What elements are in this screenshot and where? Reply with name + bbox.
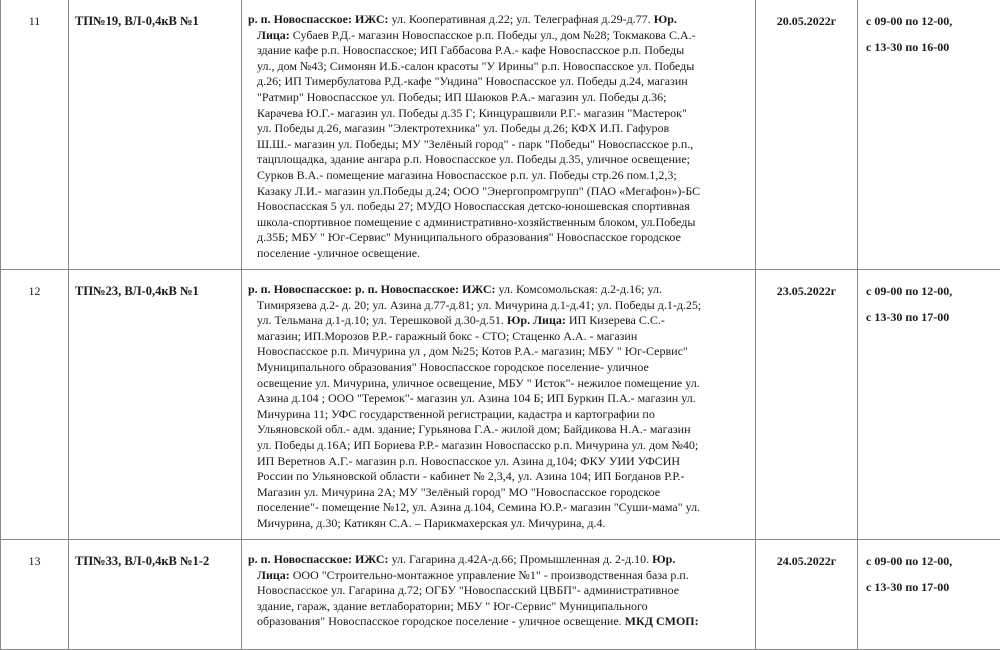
- consumer-text-line: Муниципального образования" Новоспасское городское поселение- уличное: [248, 360, 751, 376]
- table-row: [1, 540, 1000, 650]
- consumer-text-line: здание, гараж, здание ветлаборатории; МБУ " Юг-Сервис" Муниципального: [248, 599, 751, 615]
- table-row: [1, 0, 1000, 270]
- consumer-text-line: р. п. Новоспасское: р. п. Новоспасское: ИЖС: ул. Комсомольская: д.2-д.16; ул.: [248, 282, 751, 298]
- consumer-text-line: ИП Веретнов А.Г.- магазин р.п. Новоспасское ул. Азина д,104; ФКУ УИИ УФСИН: [248, 454, 751, 470]
- consumer-text-line: России по Ульяновской области - кабинет № 2,3,4, ул. Азина 104; ИП Богданов Р.Р.-: [248, 469, 751, 485]
- consumer-text-line: д.26; ИП Тимербулатова Р.Д.-кафе "Ундина" Новоспасское ул. Победы д.24, магазин: [248, 74, 751, 90]
- consumer-text-line: ул., дом №43; Симонян И.Б.-салон красоты "У Ирины" р.п. Новоспасское ул. Победы: [248, 59, 751, 75]
- row-number: 13: [1, 540, 69, 650]
- time-interval-afternoon: с 13-30 по 16-00: [866, 40, 1000, 55]
- consumer-text-line: Азина д.104 ; ООО "Теремок"- магазин ул. Азина 104 Б; ИП Буркин П.А.- магазин ул.: [248, 391, 751, 407]
- substation-line: ТП№19, ВЛ-0,4кВ №1: [69, 0, 242, 270]
- consumer-text-line: Лица: ООО "Строительно-монтажное управление №1" - производственная база р.п.: [248, 568, 751, 584]
- consumer-text-line: Карачева Ю.Г.- магазин ул. Победы д.35 Г; Кинцурашвили Р.Г.- магазин "Мастерок": [248, 106, 751, 122]
- consumer-text-line: ул. Победы д.26, магазин "Электротехника" ул. Победы д.26; КФХ И.П. Гафуров: [248, 121, 751, 137]
- outage-date: 24.05.2022г: [756, 540, 858, 650]
- table-row: [1, 270, 1000, 540]
- consumer-text-line: Лица: Субаев Р.Д.- магазин Новоспасское р.п. Победы ул., дом №28; Токмакова С.А.-: [248, 28, 751, 44]
- consumer-text-line: д.35Б; МБУ " Юг-Сервис" Муниципального образования" Новоспасское городское: [248, 230, 751, 246]
- consumer-text-line: Тимирязева д.2- д. 20; ул. Азина д.77-д.81; ул. Мичурина д.1-д.41; ул. Победы д.1-д.25;: [248, 298, 751, 314]
- affected-consumers: [242, 270, 756, 540]
- outage-time: [858, 0, 1000, 270]
- consumer-text-line: ул. Тельмана д.1-д.10; ул. Терешковой д.30-д.51. Юр. Лица: ИП Кизерева С.С.-: [248, 313, 751, 329]
- time-interval-morning: с 09-00 по 12-00,: [866, 554, 1000, 569]
- consumer-text-line: Магазин ул. Мичурина 2А; МУ "Зелёный город" МО "Новоспасское городское: [248, 485, 751, 501]
- consumer-text-line: Казаку Л.И.- магазин ул.Победы д.24; ООО "Энергопромгрупп" (ПАО «Мегафон»)-БС: [248, 184, 751, 200]
- consumer-text-line: Новоспасское ул. Гагарина д.72; ОГБУ "Новоспасский ЦВБП"- административное: [248, 583, 751, 599]
- outage-time: [858, 270, 1000, 540]
- affected-consumers: [242, 540, 756, 650]
- consumer-text-line: ул. Победы д.16А; ИП Бориева Р.Р.- магазин Новоспасско р.п. Мичурина ул. дом №40;: [248, 438, 751, 454]
- outage-date: 20.05.2022г: [756, 0, 858, 270]
- row-number: 11: [1, 0, 69, 270]
- consumer-text-line: Ш.Ш.- магазин ул. Победы; МУ "Зелёный город" - парк "Победы" Новоспасское р.п.,: [248, 137, 751, 153]
- outage-time: [858, 540, 1000, 650]
- consumer-text-line: Ульяновской обл.- адм. здание; Гурьянова Г.А.- жилой дом; Байдикова Н.А.- магазин: [248, 422, 751, 438]
- consumer-text-line: р. п. Новоспасское: ИЖС: ул. Кооперативная д.22; ул. Телеграфная д.29-д.77. Юр.: [248, 12, 751, 28]
- consumer-text-line: поселение -уличное освещение.: [248, 246, 751, 262]
- table-body: [1, 0, 1000, 650]
- time-interval-morning: с 09-00 по 12-00,: [866, 284, 1000, 299]
- consumer-text-line: тацплощадка, здание ангара р.п. Новоспасское ул. Победы д.35, уличное освещение;: [248, 152, 751, 168]
- affected-consumers: [242, 0, 756, 270]
- consumer-text-line: "Ратмир" Новоспасское ул. Победы; ИП Шаюков Р.А.- магазин ул. Победы д.36;: [248, 90, 751, 106]
- consumer-text-line: р. п. Новоспасское: ИЖС: ул. Гагарина д.42А-д.66; Промышленная д. 2-д.10. Юр.: [248, 552, 751, 568]
- consumer-text-line: поселение"- помещение №12, ул. Азина д.104, Семина Ю.Р.- магазин "Суши-мама" ул.: [248, 500, 751, 516]
- consumer-text-line: освещение ул. Мичурина, уличное освещение, МБУ " Исток"- нежилое помещение ул.: [248, 376, 751, 392]
- outage-date: 23.05.2022г: [756, 270, 858, 540]
- consumer-text-line: Сурков В.А.- помещение магазина Новоспасское р.п. ул. Победы стр.26 пом.1,2,3;: [248, 168, 751, 184]
- consumer-text-line: школа-спортивное помещение с административно-хозяйственным блоком, ул.Победы: [248, 215, 751, 231]
- time-interval-morning: с 09-00 по 12-00,: [866, 14, 1000, 29]
- substation-line: ТП№33, ВЛ-0,4кВ №1-2: [69, 540, 242, 650]
- substation-line: ТП№23, ВЛ-0,4кВ №1: [69, 270, 242, 540]
- consumer-text-line: Мичурина, д.30; Катикян С.А. – Парикмахерская ул. Мичурина, д.4.: [248, 516, 751, 532]
- consumer-text-line: Мичурина 11; УФС государственной регистрации, кадастра и картографии по: [248, 407, 751, 423]
- time-interval-afternoon: с 13-30 по 17-00: [866, 310, 1000, 325]
- consumer-text-line: Новоспасская 5 ул. победы 27; МУДО Новоспасская детско-юношевская спортивная: [248, 199, 751, 215]
- consumer-text-line: образования" Новоспасское городское поселение - уличное освещение. МКД СМОП:: [248, 614, 751, 630]
- consumer-text-line: здание кафе р.п. Новоспасское; ИП Габбасова Р.А.- кафе Новоспасское р.п. Победы: [248, 43, 751, 59]
- consumer-text-line: магазин; ИП.Морозов Р.Р.- гаражный бокс - СТО; Стаценко А.А. - магазин: [248, 329, 751, 345]
- time-interval-afternoon: с 13-30 по 17-00: [866, 580, 1000, 595]
- consumer-text-line: Новоспасское р.п. Мичурина ул , дом №25; Котов Р.А.- магазин; МБУ " Юг-Сервис": [248, 344, 751, 360]
- row-number: 12: [1, 270, 69, 540]
